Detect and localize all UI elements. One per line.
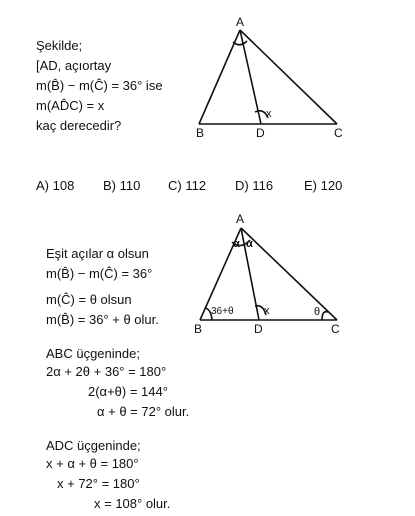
fig2-label-alpha-right: α [246, 238, 253, 250]
fig2-label-d: D [254, 322, 263, 336]
solution-adc-line-1: x + α + θ = 180° [46, 456, 139, 471]
fig1-label-b: B [196, 126, 205, 140]
fig1-label-x: x [266, 108, 272, 120]
choice-e[interactable]: E) 120 [304, 178, 343, 193]
fig2-label-c: C [331, 322, 340, 336]
fig2-label-x: x [264, 305, 270, 317]
choice-c[interactable]: C) 112 [168, 178, 207, 193]
solution-adc-line-2: x + 72° = 180° [57, 476, 140, 491]
question-line-3: m(B̂) − m(Ĉ) = 36° ise [36, 78, 163, 93]
choice-d[interactable]: D) 116 [235, 178, 274, 193]
fig2-label-alpha-left: α [233, 238, 240, 250]
solution-line-4: m(B̂) = 36° + θ olur. [46, 312, 159, 327]
solution-abc-heading: ABC üçgeninde; [46, 346, 140, 361]
fig1-label-a: A [236, 15, 245, 29]
solution-abc-line-1: 2α + 2θ + 36° = 180° [46, 364, 167, 379]
solution-abc-line-2: 2(α+θ) = 144° [88, 384, 168, 399]
fig1-label-d: D [256, 126, 265, 140]
question-line-1: Şekilde; [36, 38, 83, 53]
solution-abc-line-3: α + θ = 72° olur. [97, 404, 190, 419]
question-line-2: [AD, açıortay [36, 58, 112, 73]
question-line-5: kaç derecedir? [36, 118, 122, 133]
question-line-4: m(AD̂C) = x [36, 98, 105, 113]
fig2-label-b: B [194, 322, 203, 336]
solution-line-3: m(Ĉ) = θ olsun [46, 292, 132, 307]
choice-a[interactable]: A) 108 [36, 178, 75, 193]
fig2-angle-arc-c [322, 312, 328, 320]
fig2-label-angle-b: 36+θ [211, 306, 234, 317]
solution-line-2: m(B̂) − m(Ĉ) = 36° [46, 266, 153, 281]
solution-adc-line-3: x = 108° olur. [94, 496, 171, 511]
fig2-label-theta: θ [314, 306, 321, 318]
fig2-label-a: A [236, 212, 245, 226]
solution-adc-heading: ADC üçgeninde; [46, 438, 141, 453]
solution-line-1: Eşit açılar α olsun [46, 246, 149, 261]
choice-b[interactable]: B) 110 [103, 178, 141, 193]
fig1-label-c: C [334, 126, 343, 140]
